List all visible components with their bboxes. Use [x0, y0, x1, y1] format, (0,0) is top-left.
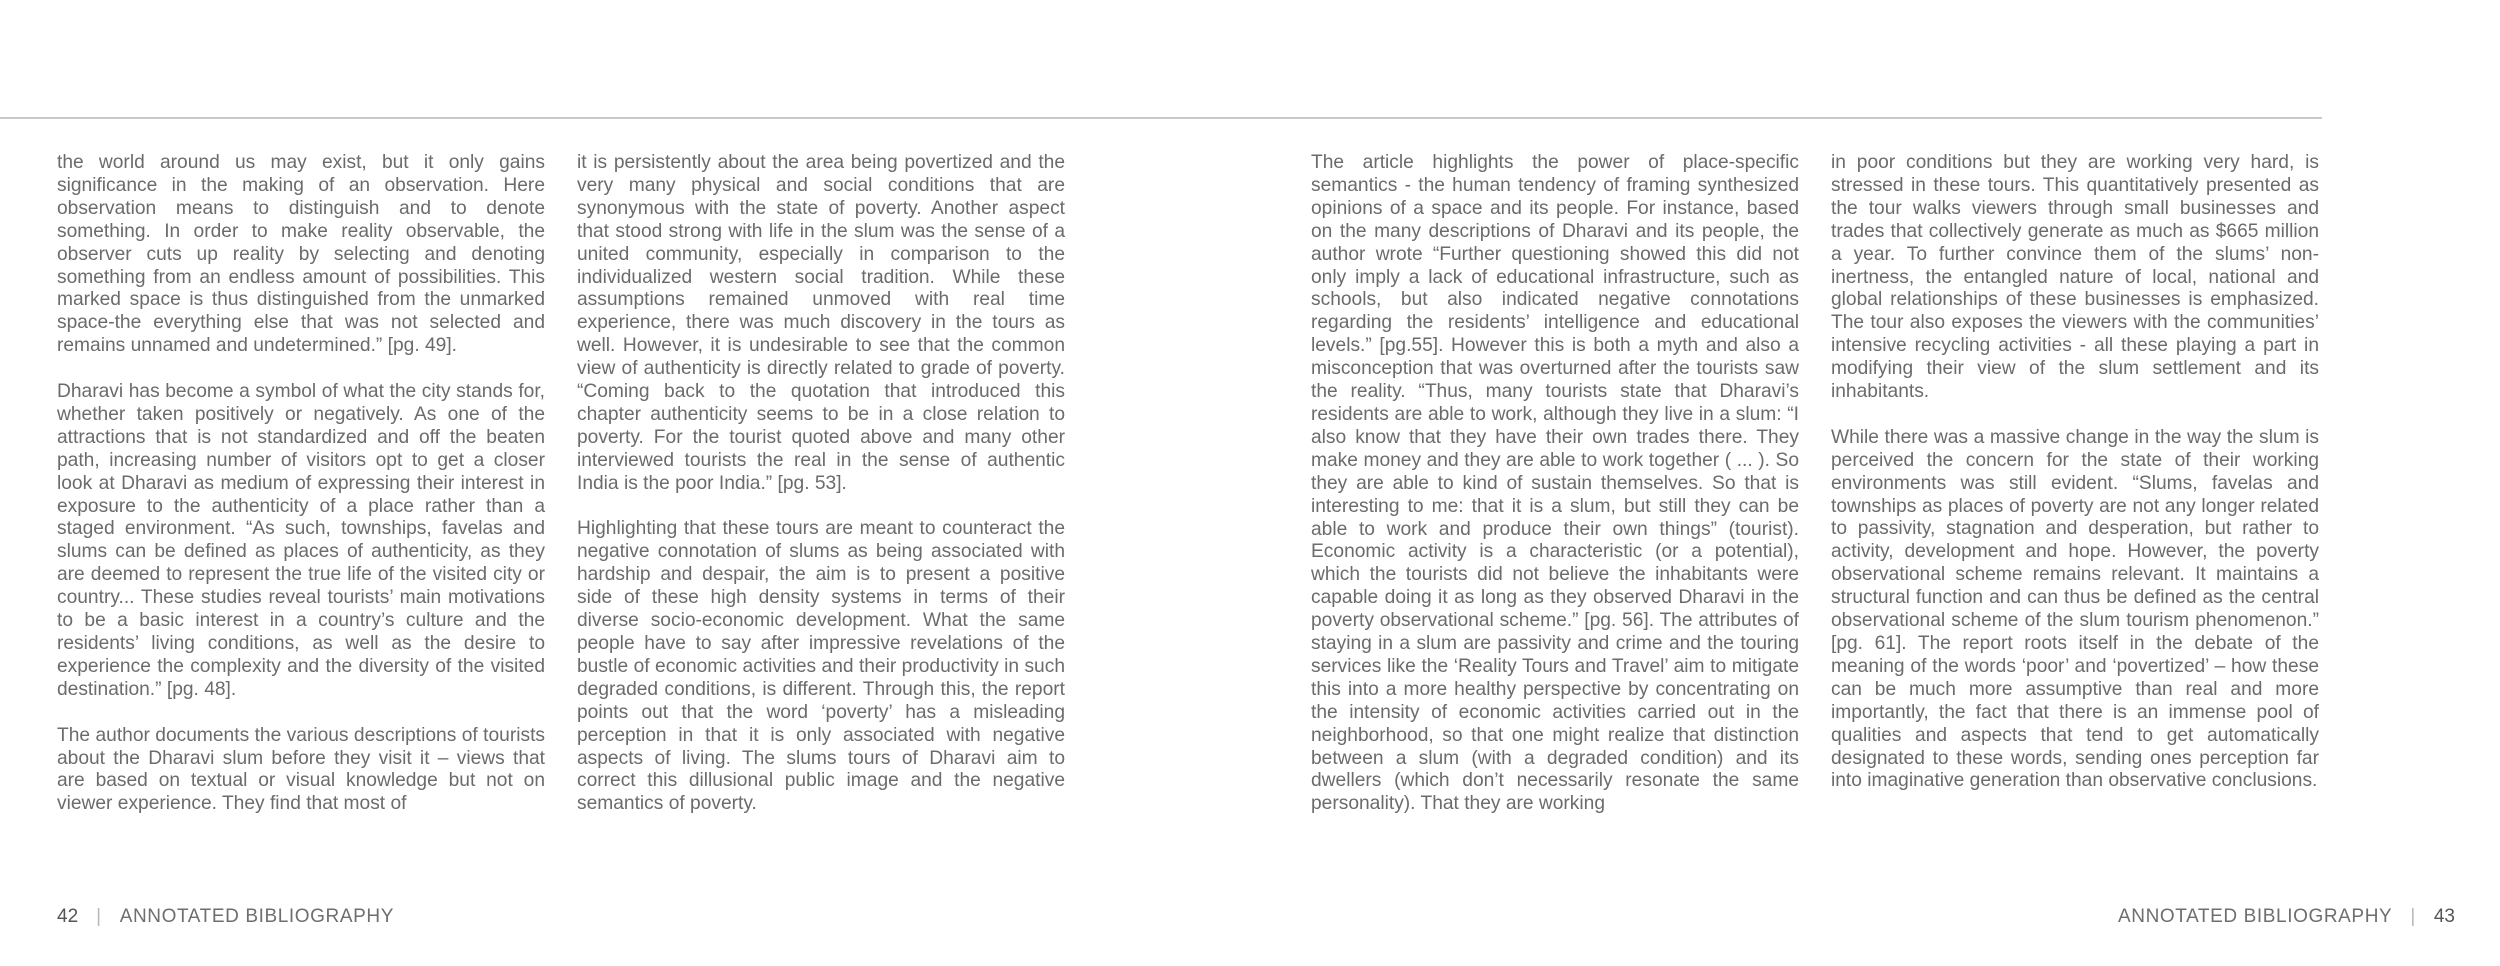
paragraph: in poor conditions but they are working very hard, is stressed in these tours. This quantitatively presented as the tour walks viewers through small businesses and trades that collectively generate as much as $665 million a year. To further convince them of the slums’ non-inertness, the entangled nature of local, national and global relationships of these businesses is emphasized. The tour also exposes the viewers with the communities’ intensive recycling activities - all these playing a part in modifying their view of the slum settlement and its inhabitants.	[1831, 152, 2319, 403]
paragraph: The article highlights the power of place-specific semantics - the human tendency of framing synthesized opinions of a space and its people. For instance, based on the many descriptions of Dharavi and its people, the author wrote “Further questioning showed this did not only imply a lack of educational infrastructure, such as schools, but also indicated negative connotations regarding the residents’ intelligence and educational levels.” [pg.55]. However this is both a myth and also a misconception that was overturned after the tourists saw the reality. “Thus, many tourists state that Dharavi’s residents are able to work, although they live in a slum: “I also know that they have their own trades there. They make money and they are able to work together ( ... ). So they are able to kind of sustain themselves. So that is interesting to me: that it is a slum, but still they can be able to work and produce their own things” (tourist). Economic activity is a characteristic (or a potential), which the tourists did not believe the inhabitants were capable doing it as long as they observed Dharavi in the poverty observational scheme.” [pg. 56]. The attributes of staying in a slum are passivity and crime and the touring services like the ‘Reality Tours and Travel’ aim to mitigate this into a more healthy perspective by concentrating on the intensity of economic activities carried out in the neighborhood, so that one might realize that distinction between a slum (with a degraded condition) and its dwellers (which don’t necessarily resonate the same personality). That they are working	[1311, 152, 1799, 815]
right-page-column-1	[1311, 152, 1799, 816]
left-page-column-2	[577, 152, 1065, 816]
right-page-footer	[2118, 906, 2455, 928]
paragraph: the world around us may exist, but it only gains significance in the making of an observation. Here observation means to distinguish and to denote something. In order to make reality observable, the observer cuts up reality by selecting and denoting something from an endless amount of possibilities. This marked space is thus distinguished from the unmarked space-the everything else that was not selected and remains unnamed and undetermined.” [pg. 49].	[57, 152, 545, 357]
left-page-footer	[57, 906, 394, 928]
footer-separator: |	[96, 906, 102, 927]
paragraph: Highlighting that these tours are meant to counteract the negative connotation of slums as being associated with hardship and despair, the aim is to present a positive side of these high density systems in terms of their diverse socio-economic development. What the same people have to say after impressive revelations of the bustle of economic activities and their productivity in such degraded conditions, is different. Through this, the report points out that the word ‘poverty’ has a misleading perception in that it is only associated with negative aspects of living. The slums tours of Dharavi aim to correct this dillusional public image and the negative semantics of poverty.	[577, 518, 1065, 815]
section-title: ANNOTATED BIBLIOGRAPHY	[119, 906, 395, 927]
paragraph: The author documents the various descriptions of tourists about the Dharavi slum before they visit it – views that are based on textual or visual knowledge but not on viewer experience. They find that most of	[57, 724, 545, 815]
page-number: 43	[2433, 906, 2455, 927]
right-page-column-2	[1831, 152, 2319, 793]
paragraph: While there was a massive change in the way the slum is perceived the concern for the state of their working environments was still evident. “Slums, favelas and townships as places of poverty are not any longer related to passivity, stagnation and desperation, but rather to activity, development and hope. However, the poverty observational scheme remains relevant. It maintains a structural function and can thus be defined as the central observational scheme of the slum tourism phenomenon.” [pg. 61]. The report roots itself in the debate of the meaning of the words ‘poor’ and ‘povertized’ – how these can be much more assumptive than real and more importantly, the fact that there is an immense pool of qualities and aspects that tend to get automatically designated to these words, sending ones perception far into imaginative generation than observative conclusions.	[1831, 426, 2319, 792]
footer-separator: |	[2410, 906, 2416, 927]
paragraph: it is persistently about the area being povertized and the very many physical and social conditions that are synonymous with the state of poverty. Another aspect that stood strong with life in the slum was the sense of a united community, especially in comparison to the individualized western social tradition. While these assumptions remained unmoved with real time experience, there was much discovery in the tours as well. However, it is undesirable to see that the common view of authenticity is directly related to grade of poverty. “Coming back to the quotation that introduced this chapter authenticity seems to be in a close relation to poverty. For the tourist quoted above and many other interviewed tourists the real in the sense of authentic India is the poor India.” [pg. 53].	[577, 152, 1065, 494]
section-title: ANNOTATED BIBLIOGRAPHY	[2117, 906, 2393, 927]
left-page-column-1	[57, 152, 545, 816]
header-rule	[0, 117, 2322, 119]
paragraph: Dharavi has become a symbol of what the city stands for, whether taken positively or negatively. As one of the attractions that is not standardized and off the beaten path, increasing number of visitors opt to get a closer look at Dharavi as medium of expressing their interest in exposure to the authenticity of a place rather than a staged environment. “As such, townships, favelas and slums can be defined as places of authenticity, as they are deemed to represent the true life of the visited city or country... These studies reveal tourists’ main motivations to be a basic interest in a country’s culture and the residents’ living conditions, as well as the desire to experience the complexity and the diversity of the visited destination.” [pg. 48].	[57, 381, 545, 700]
page-number: 42	[57, 906, 79, 927]
